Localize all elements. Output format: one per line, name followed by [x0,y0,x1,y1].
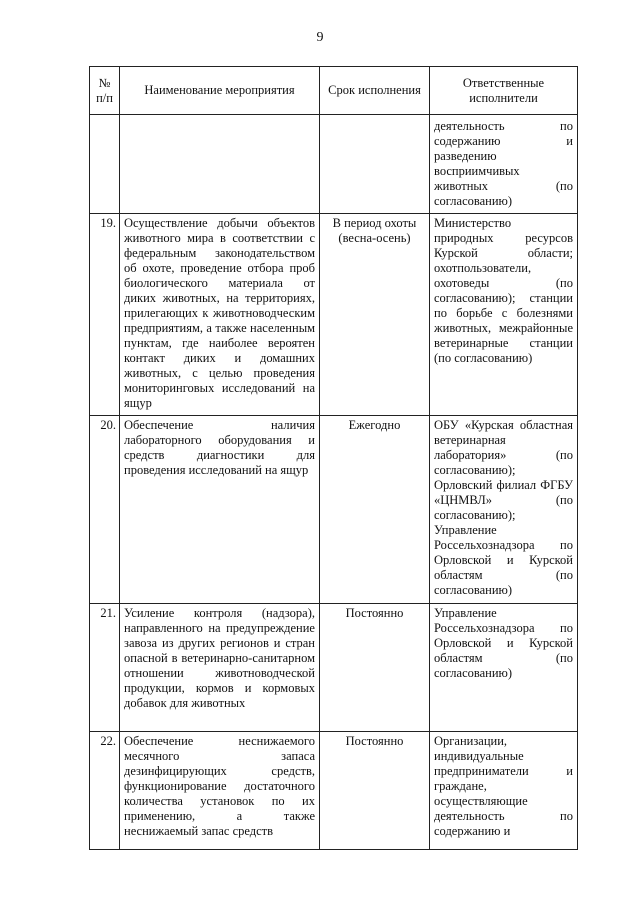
page-number: 9 [316,30,324,45]
header-name: Наименование мероприятия [120,67,320,115]
table-row [90,732,578,850]
row-term: Постоянно [320,732,430,850]
table-header-row [90,67,578,115]
row-term: Ежегодно [320,416,430,604]
measures-table [89,66,578,850]
row-responsible: ОБУ «Курская областная ветеринарная лаборатория» (по согласованию); Орловский филиал ФГБУ «ЦНМВЛ» (по согласованию); Управление Россельхознадзора по Орловской и Курской областям (по согласованию) [430,416,578,604]
row-name: Усиление контроля (надзора), направленного на предупреждение завоза из других регионов и стран опасной в ветеринарно-санитарном отношении животноводческой продукции, кормов и кормовых добавок для животных [120,604,320,732]
row-name: Осуществление добычи объектов животного мира в соответствии с федеральным законодательством об охоте, проведение отбора проб биологического материала от диких животных, на территориях, прилегающих к животноводческим предприятиям, а также населенным пунктам, где наиболее вероятен контакт диких и домашних животных, с целью проведения мониторинговых исследований на ящур [120,214,320,416]
header-responsible: Ответственные исполнители [430,67,578,115]
row-name: Обеспечение наличия лабораторного оборудования и средств диагностики для проведения исследований на ящур [120,416,320,604]
header-num: № п/п [90,67,120,115]
header-term: Срок исполнения [320,67,430,115]
row-num: 20. [90,416,120,604]
table-row [90,604,578,732]
table-row [90,214,578,416]
table-row [90,115,578,214]
row-responsible: Министерство природных ресурсов Курской области; охотпользователи, охотоведы (по согласованию); станции по борьбе с болезнями животных, межрайонные ветеринарные станции (по согласованию) [430,214,578,416]
row-num: 21. [90,604,120,732]
row-responsible: Организации, индивидуальные предприниматели и граждане, осуществляющие деятельность по содержанию и [430,732,578,850]
row-term [320,115,430,214]
row-responsible: деятельность по содержанию и разведению восприимчивых животных (по согласованию) [430,115,578,214]
row-term: В период охоты (весна-осень) [320,214,430,416]
row-num [90,115,120,214]
row-name: Обеспечение неснижаемого месячного запаса дезинфицирующих средств, функционирование достаточного количества установок по их применению, а также неснижаемый запас средств [120,732,320,850]
row-num: 19. [90,214,120,416]
table-row [90,416,578,604]
row-term: Постоянно [320,604,430,732]
row-num: 22. [90,732,120,850]
row-responsible: Управление Россельхознадзора по Орловской и Курской областям (по согласованию) [430,604,578,732]
row-name [120,115,320,214]
